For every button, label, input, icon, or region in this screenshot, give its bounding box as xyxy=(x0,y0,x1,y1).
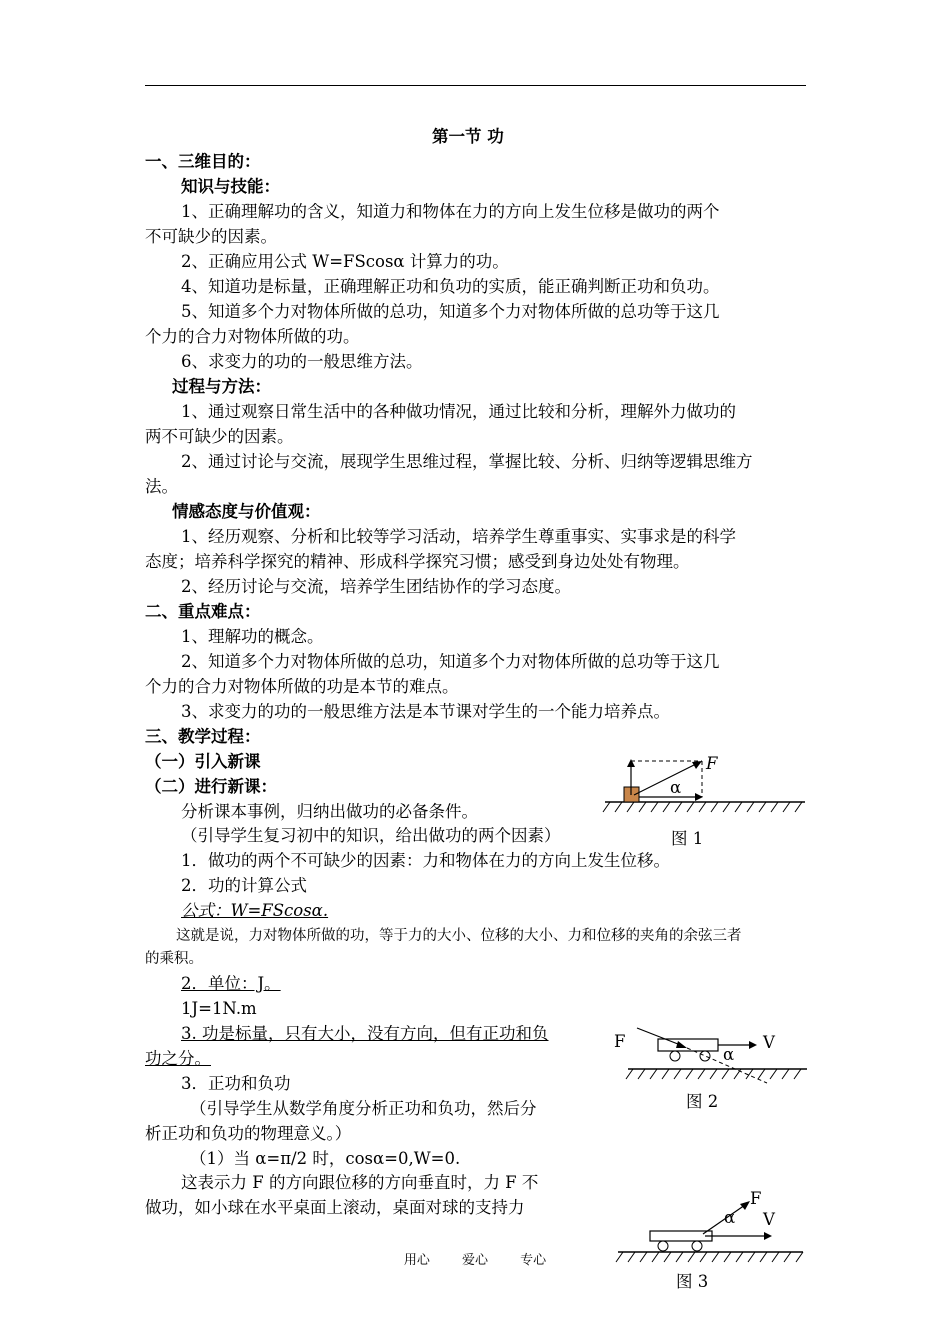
text-line: 2、经历讨论与交流，培养学生团结协作的学习态度。 xyxy=(181,577,571,596)
section-heading-key-points: 二、重点难点： xyxy=(145,602,261,621)
page-footer xyxy=(0,1249,950,1268)
text-line: 两不可缺少的因素。 xyxy=(145,427,294,446)
subheading-intro: （一）引入新课 xyxy=(145,752,261,771)
text-line: 4、知道功是标量，正确理解正功和负功的实质，能正确判断正功和负功。 xyxy=(181,277,720,296)
text-line: 做功，如小球在水平桌面上滚动，桌面对球的支持力 xyxy=(145,1198,525,1217)
page-title: 第一节 功 xyxy=(432,127,504,146)
text-line: 2、正确应用公式 W=FScosα 计算力的功。 xyxy=(181,252,509,271)
text-line: 5、知道多个力对物体所做的总功，知道多个力对物体所做的总功等于这几 xyxy=(181,302,720,321)
footer-word: 爱心 xyxy=(461,1253,488,1268)
subheading-process-method: 过程与方法： xyxy=(172,377,271,396)
text-line: 这就是说，力对物体所做的功，等于力的大小、位移的大小、力和位移的夹角的余弦三者 xyxy=(176,928,742,944)
figure-1 xyxy=(600,745,810,825)
footer-word: 专心 xyxy=(520,1253,547,1268)
text-line: 2．功的计算公式 xyxy=(181,876,307,895)
fig3-velocity-label: V xyxy=(763,1210,775,1229)
text-line: 个力的合力对物体所做的功。 xyxy=(145,327,360,346)
figure-1-caption: 图 1 xyxy=(671,829,704,848)
ground-hatching xyxy=(626,1069,801,1079)
text-line: 1．做功的两个不可缺少的因素：力和物体在力的方向上发生位移。 xyxy=(181,851,670,870)
text-line: 3．正功和负功 xyxy=(181,1074,291,1093)
fig1-force-label: F xyxy=(706,754,718,773)
text-line: 2、通过讨论与交流，展现学生思维过程，掌握比较、分析、归纳等逻辑思维方 xyxy=(181,452,753,471)
text-line: 2．单位：J。 xyxy=(181,974,281,993)
fig3-force-label: F xyxy=(750,1189,762,1208)
fig2-velocity-label: V xyxy=(763,1033,775,1052)
subheading-attitude-values: 情感态度与价值观： xyxy=(172,502,321,521)
text-line: 1J=1N.m xyxy=(181,999,257,1018)
cart-wheel xyxy=(670,1051,680,1061)
section-heading-teaching-process: 三、教学过程： xyxy=(145,727,261,746)
figure-2-caption: 图 2 xyxy=(686,1092,719,1111)
text-line: 不可缺少的因素。 xyxy=(145,227,277,246)
text-line: 6、求变力的功的一般思维方法。 xyxy=(181,352,423,371)
text-line: 1、经历观察、分析和比较等学习活动，培养学生尊重事实、实事求是的科学 xyxy=(181,527,736,546)
text-line: 1、理解功的概念。 xyxy=(181,627,324,646)
fig3-angle-label: α xyxy=(724,1208,736,1227)
text-line: 析正功和负功的物理意义。） xyxy=(145,1124,352,1143)
ground-hatching xyxy=(603,802,802,812)
force-arrow xyxy=(634,764,696,795)
header-rule xyxy=(145,85,806,86)
figure-2 xyxy=(625,1025,810,1090)
text-line: （引导学生复习初中的知识，给出做功的两个因素） xyxy=(181,826,561,845)
text-line: 3. 功是标量，只有大小，没有方向，但有正功和负 xyxy=(181,1024,549,1043)
subheading-new-lesson: （二）进行新课： xyxy=(145,777,277,796)
text-line: 2、知道多个力对物体所做的总功，知道多个力对物体所做的总功等于这几 xyxy=(181,652,720,671)
text-line: 个力的合力对物体所做的功是本节的难点。 xyxy=(145,677,459,696)
formula-line: 公式：W=FScosα. xyxy=(181,901,329,920)
cart-wheel xyxy=(700,1051,710,1061)
text-line: 的乘积。 xyxy=(145,951,203,967)
fig2-angle-label: α xyxy=(723,1045,735,1064)
text-line: （引导学生从数学角度分析正功和负功，然后分 xyxy=(190,1099,537,1118)
fig2-force-label: F xyxy=(614,1032,626,1051)
text-line: 分析课本事例，归纳出做功的必备条件。 xyxy=(181,802,478,821)
figure-3-caption: 图 3 xyxy=(676,1272,709,1291)
text-line: 1、通过观察日常生活中的各种做功情况，通过比较和分析，理解外力做功的 xyxy=(181,402,736,421)
text-line: 态度；培养科学探究的精神、形成科学探究习惯；感受到身边处处有物理。 xyxy=(145,552,690,571)
text-line: 法。 xyxy=(145,477,178,496)
text-line: 这表示力 F 的方向跟位移的方向垂直时，力 F 不 xyxy=(181,1173,539,1192)
fig1-angle-label: α xyxy=(670,778,682,797)
footer-word: 用心 xyxy=(403,1253,430,1268)
text-line: 3、求变力的功的一般思维方法是本节课对学生的一个能力培养点。 xyxy=(181,702,670,721)
text-line: 功之分。 xyxy=(145,1049,211,1068)
section-heading-objectives: 一、三维目的： xyxy=(145,152,261,171)
cart-body xyxy=(658,1039,718,1051)
subheading-knowledge-skills: 知识与技能： xyxy=(181,177,280,196)
text-line: （1）当 α=π/2 时，cosα=0,W=0. xyxy=(190,1149,461,1168)
cart-body xyxy=(650,1231,712,1241)
text-line: 1、正确理解功的含义，知道力和物体在力的方向上发生位移是做功的两个 xyxy=(181,202,720,221)
